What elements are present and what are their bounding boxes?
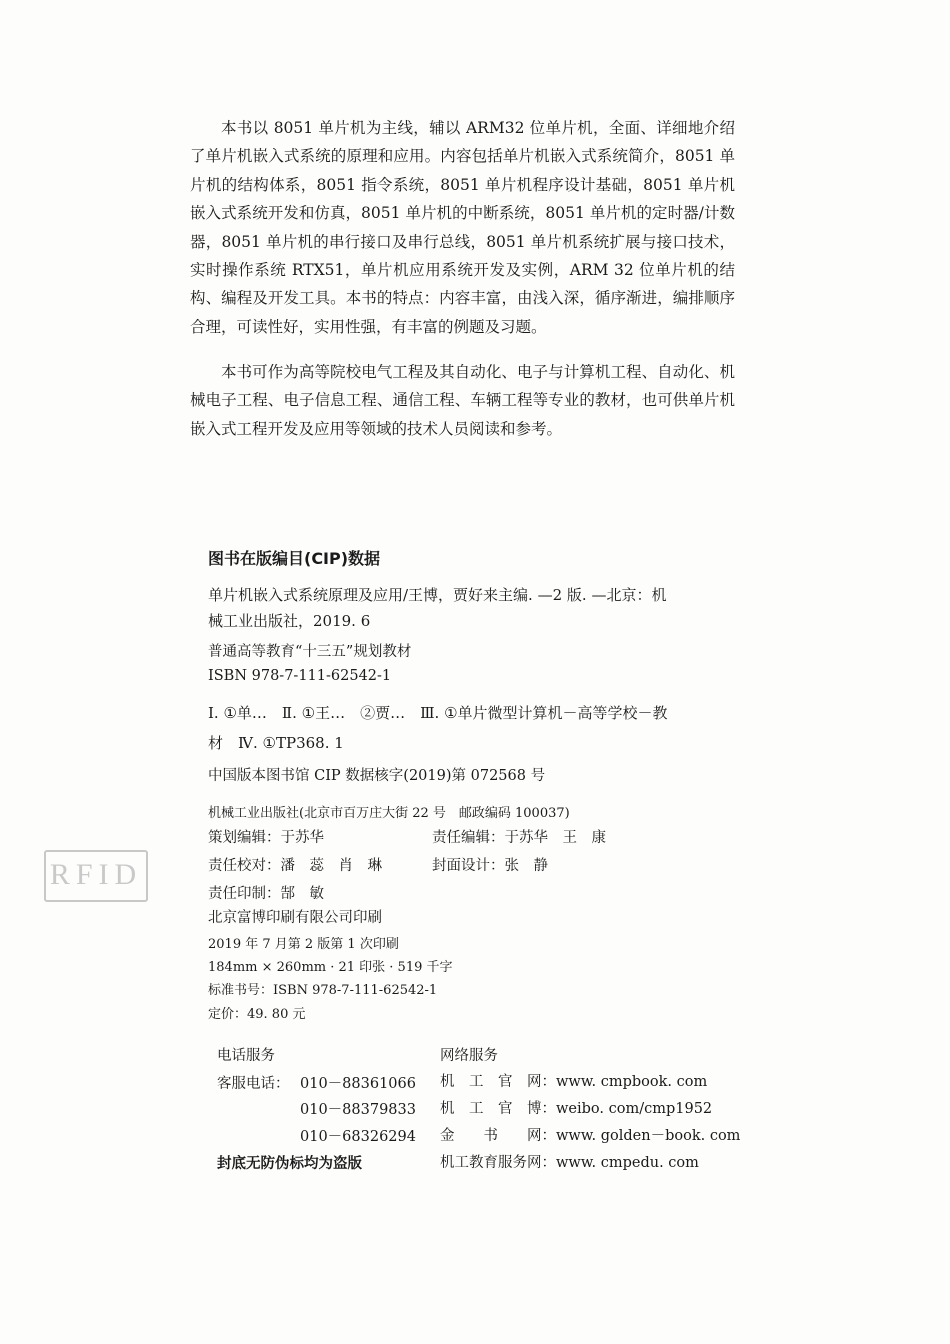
web-service-item: 机工教育服务网：www. cmpedu. com [440, 1155, 699, 1171]
price: 定价：49. 80 元 [208, 1007, 306, 1022]
phone-number: 010－88379833 [300, 1102, 416, 1118]
cip-subject-line-1: Ⅰ. ①单… Ⅱ. ①王… ②贾… Ⅲ. ①单片微型计算机－高等学校－教 [208, 704, 668, 722]
anti-counterfeit-notice: 封底无防伪标均为盗版 [217, 1156, 362, 1172]
format: 184mm × 260mm · 21 印张 · 519 千字 [208, 960, 453, 975]
proofreader: 责任校对：潘 蕊 肖 琳 [208, 858, 382, 874]
responsible-editor: 责任编辑：于苏华 王 康 [432, 830, 606, 846]
web-service-item: 机 工 官 网：www. cmpbook. com [440, 1074, 708, 1090]
cip-heading: 图书在版编目(CIP)数据 [208, 549, 381, 568]
phone-label: 客服电话： [217, 1076, 290, 1092]
phone-number: 010－68326294 [300, 1129, 416, 1145]
printer: 北京富博印刷有限公司印刷 [208, 910, 382, 926]
edition: 2019 年 7 月第 2 版第 1 次印刷 [208, 937, 399, 952]
intro-paragraph-1: 本书以 8051 单片机为主线，辅以 ARM32 位单片机，全面、详细地介绍了单片机嵌入式系统的原理和应用。内容包括单片机嵌入式系统简介，8051 单片机的结构体系，8051 指令系统，8051 单片机程序设计基础，8051 单片机嵌入式系统开发和仿真，8051 单片机的中断系统，8051 单片机的定时器/计数器，8051 单片机的串行接口及串行总线，8051 单片机系统扩展与接口技术，实时操作系统 RTX51，单片机应用系统开发及实例，ARM 32 位单片机的结构、编程及开发工具。本书的特点：内容丰富，由浅入深，循序渐进，编排顺序合理，可读性好，实用性强，有丰富的例题及习题。 [190, 119, 735, 336]
cip-series: 普通高等教育“十三五”规划教材 [208, 644, 412, 660]
cip-entry-line-2: 械工业出版社，2019. 6 [208, 612, 371, 630]
cover-design: 封面设计：张 静 [432, 858, 548, 874]
rfid-stamp: RFID [44, 850, 148, 902]
cip-isbn: ISBN 978-7-111-62542-1 [208, 668, 392, 684]
cip-subject-line-2: 材 Ⅳ. ①TP368. 1 [208, 734, 344, 752]
intro-paragraph-2: 本书可作为高等院校电气工程及其自动化、电子与计算机工程、自动化、机械电子工程、电子信息工程、通信工程、车辆工程等专业的教材，也可供单片机嵌入式工程开发及应用等领域的技术人员阅读和参考。 [190, 363, 735, 438]
phone-service-title: 电话服务 [217, 1048, 275, 1064]
print-supervisor: 责任印制：郜 敏 [208, 886, 324, 902]
cip-record: 中国版本图书馆 CIP 数据核字(2019)第 072568 号 [208, 768, 546, 784]
web-service-title: 网络服务 [440, 1048, 498, 1064]
publisher: 机械工业出版社(北京市百万庄大街 22 号 邮政编码 100037) [208, 806, 570, 821]
phone-number: 010－88361066 [300, 1076, 416, 1092]
planning-editor: 策划编辑：于苏华 [208, 830, 324, 846]
web-service-item: 机 工 官 博：weibo. com/cmp1952 [440, 1101, 713, 1117]
cip-entry-line-1: 单片机嵌入式系统原理及应用/王博，贾好来主编. —2 版. —北京：机 [208, 586, 667, 604]
web-service-item: 金 书 网：www. golden－book. com [440, 1128, 741, 1144]
standard-number: 标准书号：ISBN 978-7-111-62542-1 [208, 983, 438, 998]
